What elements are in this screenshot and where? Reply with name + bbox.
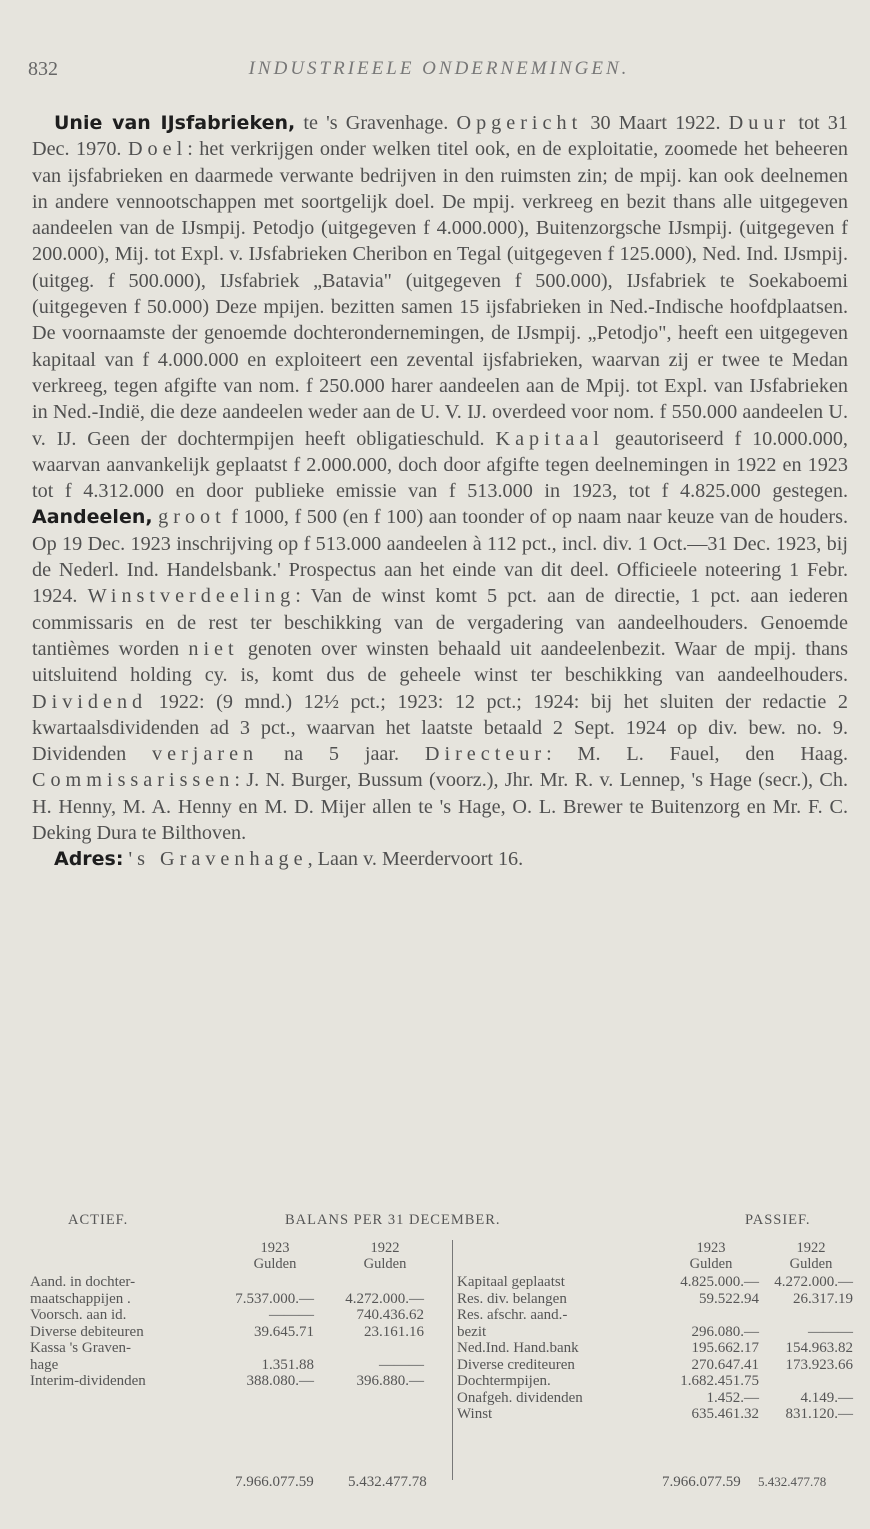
row-label: maatschappijen . xyxy=(30,1290,131,1307)
actief-total-1923: 7.966.077.59 xyxy=(235,1474,314,1490)
kapitaal-label: Kapitaal xyxy=(495,427,604,450)
value-1922: ——— xyxy=(808,1323,853,1340)
balance-row xyxy=(30,1357,450,1374)
currency-label: Gulden xyxy=(689,1256,733,1272)
row-label: Winst xyxy=(457,1406,493,1422)
value-1923: 270.647.41 xyxy=(691,1356,759,1373)
row-label: Interim-dividenden xyxy=(30,1373,146,1389)
row-label: Diverse crediteuren xyxy=(457,1356,575,1373)
value-1922: 173.923.66 xyxy=(785,1356,853,1373)
page-header xyxy=(28,52,850,82)
company-entry xyxy=(32,110,848,873)
passief-label: PASSIEF. xyxy=(745,1212,811,1228)
value-1923: 4.825.000.— xyxy=(680,1274,759,1290)
value-1922: 23.161.16 xyxy=(364,1323,424,1340)
winst-text-2: genoten over winsten behaald uit aandeelenbezit. Waar de mpij. thans uitsluitend holding cy. is, komt dus de geheele winst ter beschikking van aandeelhouders. xyxy=(32,637,848,687)
value-1923: 39.645.71 xyxy=(254,1323,314,1340)
balance-row xyxy=(30,1373,450,1390)
value-1923: 296.080.— xyxy=(691,1323,759,1340)
doel-text: : het verkrijgen onder welken titel ook, en de exploitatie, zoomede het beheeren van ijsfabrieken en daarmede verwante bedrijven in den ruimsten zin; de mpij. kan ook deelnemen in andere vennootschappen met soortgelijk doel. De mpij. verkreeg en bezit thans alle uitgegeven aandeelen van de IJsmpij. Petodjo (uitgegeven f 4.000.000), Buitenzorgsche IJsmpij. (uitgegeven f 200.000), Mij. tot Expl. v. IJsfabrieken Cheribon en Tegal (uitgegeven f 125.000), Ned. Ind. IJsmpij. (uitgeg. f 500.000), IJsfabriek „Batavia" (uitgegeven f 500.000), IJsfabriek te Soekaboemi (uitgegeven f 50.000) Deze mpijen. bezitten samen 15 ijsfabrieken in Ned.-Indische hoofdplaatsen. De voornaamste der genoemde dochterondernemingen, de IJsmpij. „Petodjo", heeft een uitgegeven kapitaal van f 4.000.000 en exploiteert een zevental ijsfabrieken, waarvan zij er twee te Medan verkreeg, tegen afgifte van nom. f 250.000 harer aandeelen aan de Mpij. tot Expl. van IJsfabrieken in Ned.-Indië, die deze aandeelen weder aan de U. V. IJ. overdeed voor nom. f 550.000 aandeelen U. v. IJ. Geen der dochtermpijen heeft obligatieschuld. xyxy=(32,138,848,450)
adres-text: , Laan v. Meerdervoort 16. xyxy=(307,848,524,871)
row-label: Kassa 's Graven- xyxy=(30,1340,132,1356)
balance-row xyxy=(457,1406,853,1423)
value-1923: 1.682.451.75 xyxy=(680,1373,759,1389)
value-1922: 831.120.— xyxy=(785,1406,853,1422)
value-1922: 4.272.000.— xyxy=(345,1290,424,1307)
balance-title: BALANS PER 31 DECEMBER. xyxy=(285,1212,501,1228)
row-label: bezit xyxy=(457,1323,487,1340)
directeur-label: Directeur xyxy=(424,743,547,766)
row-label: hage xyxy=(30,1356,59,1373)
company-name: Unie van IJsfabrieken, xyxy=(54,112,296,134)
commissarissen-text: : J. N. Burger, Bussum (voorz.), Jhr. Mr. R. v. Lennep, 's Hage (secr.), Ch. H. Henny, M. A. Henny en M. D. Mijer allen te 's Hage, O. L. Brewer te Buitenzorg en Mr. F. C. Deking Dura te Bilthoven. xyxy=(32,769,848,845)
row-label: Voorsch. aan id. xyxy=(30,1307,127,1323)
balance-row xyxy=(457,1324,853,1341)
running-title: INDUSTRIEELE ONDERNEMINGEN. xyxy=(248,58,630,79)
niet-label: niet xyxy=(188,637,239,660)
value-1923: 7.537.000.— xyxy=(235,1290,314,1307)
doel-label: Doel xyxy=(127,138,188,161)
page-number: 832 xyxy=(28,58,58,80)
row-label: Diverse debiteuren xyxy=(30,1323,144,1340)
passief-rows xyxy=(457,1274,853,1423)
year-label: 1923 xyxy=(260,1240,290,1256)
value-1922: 396.880.— xyxy=(356,1373,424,1389)
currency-label: Gulden xyxy=(253,1256,297,1272)
adres-label: Adres: xyxy=(54,848,124,871)
balance-row xyxy=(457,1274,853,1291)
duur-label: Duur xyxy=(728,112,791,134)
aandeelen-text: f 1000, f 500 (en f 100) aan toonder of op naam naar keuze van de houders. Op 19 Dec. 1923 inschrijving op f 513.000 aandeelen à 112 pct., incl. div. 1 Oct.—31 Dec. 1923, bij de Nederl. Ind. Handelsbank.' Prospectus aan het einde van dit deel. Officieele noteering 1 Febr. 1924. xyxy=(32,506,848,608)
year-header xyxy=(771,1240,851,1272)
value-1922: 26.317.19 xyxy=(793,1290,853,1307)
duur-text: tot 31 Dec. 1970. xyxy=(32,112,848,161)
value-1923: 1.351.88 xyxy=(261,1356,314,1373)
balance-row xyxy=(457,1357,853,1374)
value-1922: ——— xyxy=(379,1356,424,1373)
balance-sheet xyxy=(30,1212,853,1490)
currency-label: Gulden xyxy=(363,1256,407,1272)
row-label: Onafgeh. dividenden xyxy=(457,1389,583,1406)
intro-text: te 's Gravenhage. xyxy=(295,112,457,134)
year-label: 1922 xyxy=(796,1240,826,1256)
winst-label: Winstverdeeling xyxy=(87,585,296,608)
value-1923: 635.461.32 xyxy=(691,1406,759,1422)
balance-row xyxy=(30,1324,450,1341)
value-1923: 59.522.94 xyxy=(699,1290,759,1307)
value-1922: 4.272.000.— xyxy=(774,1274,853,1290)
row-label: Kapitaal geplaatst xyxy=(457,1274,565,1290)
value-1923: ——— xyxy=(269,1307,314,1323)
balance-header xyxy=(30,1212,850,1234)
verjaren-label: verjaren xyxy=(152,743,259,766)
row-label: Res. div. belangen xyxy=(457,1290,567,1307)
value-1922: 154.963.82 xyxy=(785,1340,853,1356)
currency-label: Gulden xyxy=(789,1256,833,1272)
actief-label: ACTIEF. xyxy=(68,1212,129,1228)
year-label: 1922 xyxy=(370,1240,400,1256)
commissarissen-label: Commissarissen xyxy=(32,769,235,792)
balance-row xyxy=(457,1291,853,1308)
year-header xyxy=(671,1240,751,1272)
passief-column xyxy=(452,1240,855,1480)
row-label: Aand. in dochter- xyxy=(30,1274,136,1290)
balance-row xyxy=(457,1373,853,1390)
entry-paragraph xyxy=(32,110,848,846)
balance-row xyxy=(30,1340,450,1357)
directeur-text: : M. L. Fauel, den Haag. xyxy=(546,743,848,766)
balance-row xyxy=(457,1340,853,1357)
balance-row xyxy=(457,1390,853,1407)
value-1923: 388.080.— xyxy=(246,1373,314,1389)
actief-rows xyxy=(30,1274,450,1390)
dividend-label: Dividend xyxy=(32,690,148,713)
passief-total-1923: 7.966.077.59 xyxy=(662,1474,741,1490)
opgericht-label: Opgericht xyxy=(456,112,583,134)
dividend-text: 1922: (9 mnd.) 12½ pct.; 1923: 12 pct.; 1924: bij het sluiten der redactie 2 kwartaalsdividenden ad 3 pct., waarvan het laatste betaald 2 Sept. 1924 op div. bew. no. 9. Dividenden xyxy=(32,690,848,766)
groot-label: groot xyxy=(158,506,226,529)
kapitaal-text: geautoriseerd f 10.000.000, waarvan aanvankelijk geplaatst f 2.000.000, doch door afgifte tegen deelnemingen in 1922 en 1923 tot f 4.312.000 en door publieke emissie van f 513.000 in 1923, tot f 4.825.000 gestegen. xyxy=(32,427,848,503)
balance-row xyxy=(30,1291,450,1308)
address-line xyxy=(32,846,848,872)
aandeelen-label: Aandeelen, xyxy=(32,506,153,529)
row-label: Ned.Ind. Hand.bank xyxy=(457,1340,579,1356)
winst-text: : Van de winst komt 5 pct. aan de directie, 1 pct. aan iederen commissaris en de rest ter beschikking van de vergadering van aandeelhouders. Genoemde tantièmes worden xyxy=(32,585,848,660)
value-1923: 195.662.17 xyxy=(691,1340,759,1356)
row-label: Dochtermpijen. xyxy=(457,1373,551,1389)
balance-row xyxy=(30,1274,450,1291)
opgericht-text: 30 Maart 1922. xyxy=(582,112,729,134)
year-header xyxy=(235,1240,315,1272)
value-1923: 1.452.— xyxy=(706,1389,759,1406)
year-header xyxy=(345,1240,425,1272)
balance-row xyxy=(30,1307,450,1324)
balance-row xyxy=(457,1307,853,1324)
row-label: Res. afschr. aand.- xyxy=(457,1307,568,1323)
verjaren-text: na 5 jaar. xyxy=(258,743,425,766)
year-label: 1923 xyxy=(696,1240,726,1256)
actief-total-1922: 5.432.477.78 xyxy=(348,1474,427,1490)
value-1922: 740.436.62 xyxy=(356,1307,424,1323)
value-1922: 4.149.— xyxy=(800,1389,853,1406)
adres-city: 's Gravenhage xyxy=(128,848,308,871)
passief-total-1922: 5.432.477.78 xyxy=(758,1474,827,1489)
